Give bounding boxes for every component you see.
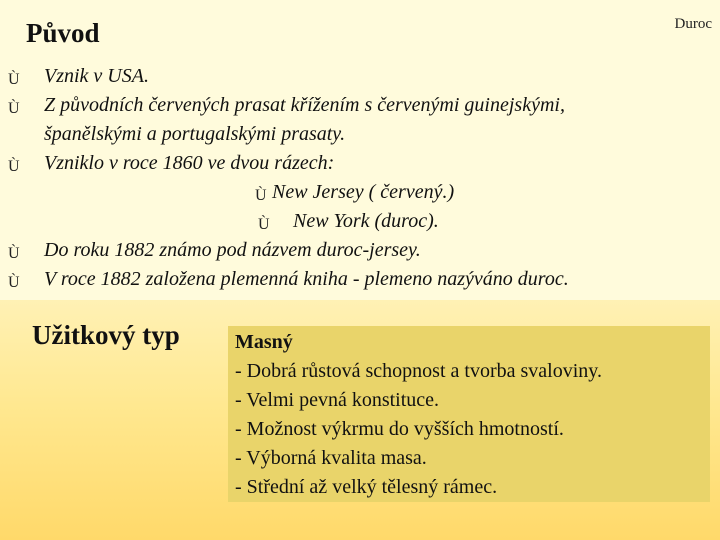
trait-line: - Dobrá růstová schopnost a tvorba svaloviny. <box>235 360 602 382</box>
usage-type-value: Masný <box>235 331 293 353</box>
origin-item: Z původních červených prasat křížením s červenými guinejskými, <box>44 94 565 116</box>
origin-item-continuation: španělskými a portugalskými prasaty. <box>44 123 346 145</box>
trait-line: - Velmi pevná konstituce. <box>235 389 440 411</box>
origin-item: Vzniklo v roce 1860 ve dvou rázech: <box>44 152 335 174</box>
origin-subitem: New York (duroc). <box>293 210 439 232</box>
trait-line: - Výborná kvalita masa. <box>235 447 427 469</box>
origin-item: Do roku 1882 známo pod názvem duroc-jersey. <box>44 239 421 261</box>
bullet-icon: Ù <box>258 216 270 233</box>
usage-info-box <box>228 326 710 502</box>
slide-title: Původ <box>26 18 100 48</box>
origin-item: Vznik v USA. <box>44 65 149 87</box>
bullet-icon: Ù <box>8 245 20 262</box>
trait-line: - Střední až velký tělesný rámec. <box>235 476 498 498</box>
trait-line: - Možnost výkrmu do vyšších hmotností. <box>235 418 564 440</box>
origin-item: V roce 1882 založena plemenná kniha - plemeno nazýváno duroc. <box>44 268 569 290</box>
usage-type-label: Užitkový typ <box>32 320 180 350</box>
bullet-icon: Ù <box>8 100 20 117</box>
bullet-icon: Ù <box>8 158 20 175</box>
bullet-icon: Ù <box>8 274 20 291</box>
bullet-icon: Ù <box>255 187 267 204</box>
bullet-icon: Ù <box>8 71 20 88</box>
breed-label: Duroc <box>674 16 712 32</box>
origin-subitem: New Jersey ( červený.) <box>272 181 455 203</box>
